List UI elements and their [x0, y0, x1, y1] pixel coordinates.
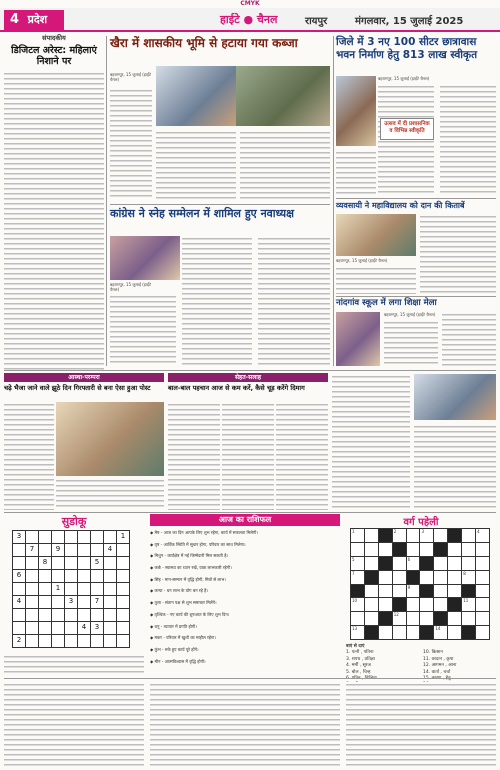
crossword-cell	[393, 529, 406, 542]
health-body-3	[276, 402, 328, 510]
crossword-cell	[407, 626, 420, 639]
hostel-photo	[336, 76, 376, 146]
sudoku-grid	[12, 530, 130, 648]
crossword-cell	[434, 543, 447, 556]
crossword-cell	[420, 543, 433, 556]
rashifal-sign: ◆ सिंह - मान-सम्मान में वृद्धि होगी, मित्रों से लाभ।	[150, 576, 226, 582]
rashifal-sign: ◆ मीन - आत्मविश्वास में वृद्धि होगी।	[150, 658, 206, 664]
crossword-cell-number: 14	[435, 626, 441, 632]
crossword-cell	[351, 626, 364, 639]
crossword-cell	[393, 612, 406, 625]
crossword-cell	[448, 626, 461, 639]
rashifal-sign: ◆ मिथुन - कार्यक्षेत्र में नई जिम्मेदारी मिल सकती है।	[150, 553, 229, 559]
sudoku-cell: 9	[52, 544, 64, 556]
editorial-title: डिजिटल अरेस्ट: महिलाएं निशाने पर	[11, 45, 97, 68]
crossword-cell-number: 2	[393, 529, 397, 534]
crossword-cell	[448, 543, 461, 556]
footer-body-3	[346, 682, 496, 766]
crossword-cell	[407, 585, 420, 598]
crossword-cell	[420, 571, 433, 584]
sudoku-cell	[13, 557, 25, 569]
sudoku-cell	[26, 622, 38, 634]
crossword-cell	[365, 626, 378, 639]
crossword-cell	[434, 529, 447, 542]
sudoku-cell: 8	[39, 557, 51, 569]
crossword-cell-number: 5	[352, 556, 355, 562]
right-photo	[414, 374, 496, 420]
crossword-cell	[365, 543, 378, 556]
trader-dateline: बहरामपुर, 15 जुलाई (हाईटे चैनल)	[336, 258, 388, 263]
sudoku-cell	[13, 622, 25, 634]
sudoku-cell	[104, 583, 116, 595]
sudoku-cell	[39, 531, 51, 543]
trader-photo	[336, 214, 416, 256]
lead-photo-2	[236, 66, 330, 126]
congress-body-3	[258, 236, 330, 366]
crossword-cell-number: 11	[463, 598, 469, 604]
crossword-clue: 12. आगमन , आना	[423, 663, 457, 669]
trader-body-1	[336, 266, 416, 294]
crossword-cell	[476, 626, 489, 639]
sudoku-cell	[117, 596, 129, 608]
school-body-2	[442, 312, 496, 366]
crossword-cell	[393, 557, 406, 570]
crossword-cell	[379, 571, 392, 584]
school-body-1	[384, 320, 438, 366]
sudoku-cell	[65, 570, 77, 582]
crossword-cell	[434, 612, 447, 625]
congress-photo-1	[110, 236, 180, 280]
masthead-date: मंगलवार, 15 जुलाई 2025	[355, 16, 464, 27]
rashifal-sign: ◆ कन्या - धन लाभ के योग बन रहे हैं।	[150, 588, 208, 594]
sudoku-cell	[91, 609, 103, 621]
section-name: प्रदेश	[27, 13, 48, 26]
crossword-cell	[448, 612, 461, 625]
crossword-cell	[420, 585, 433, 598]
sudoku-cell	[26, 557, 38, 569]
crossword-cell-number: 12	[393, 612, 399, 618]
crossword-cell	[407, 612, 420, 625]
crossword-cell	[393, 626, 406, 639]
sudoku-cell	[65, 635, 77, 647]
crossword-cell	[462, 598, 475, 611]
sudoku-cell	[26, 583, 38, 595]
sudoku-cell	[117, 557, 129, 569]
rashifal-sign: ◆ वृष - आर्थिक स्थिति में सुधार होगा, परिवार का साथ मिलेगा।	[150, 541, 246, 547]
crossword-cell	[379, 557, 392, 570]
footer-body-2	[150, 682, 340, 766]
sudoku-cell: 4	[13, 596, 25, 608]
crossword-cell-number: 8	[463, 570, 466, 576]
editorial-body	[4, 71, 104, 371]
sudoku-cell: 7	[26, 544, 38, 556]
sudoku-cell	[65, 544, 77, 556]
crossword-cell	[434, 571, 447, 584]
crossword-cell	[476, 612, 489, 625]
sudoku-cell	[39, 596, 51, 608]
rashifal-sign: ◆ मेष - आज का दिन आपके लिए शुभ रहेगा, कार्य में सफलता मिलेगी।	[150, 530, 258, 535]
crossword-cell	[462, 585, 475, 598]
sudoku-cell	[26, 609, 38, 621]
crossword-grid	[350, 528, 490, 640]
crossword-cell	[351, 612, 364, 625]
school-continued-1	[332, 374, 410, 510]
congress-title: कांग्रेस ने स्नेह सम्मेलन में शामिल हुए नवाध्यक्ष	[110, 207, 295, 220]
school-title: नांदगांव स्कूल में लगा शिक्षा मेला	[336, 298, 437, 308]
sudoku-cell	[78, 570, 90, 582]
sudoku-cell	[26, 596, 38, 608]
crossword-cell	[379, 585, 392, 598]
sudoku-cell	[78, 609, 90, 621]
sudoku-cell: 1	[52, 583, 64, 595]
crossword-clue: 3. शपथ , प्रतिज्ञा	[346, 656, 375, 662]
sudoku-cell	[65, 583, 77, 595]
crossword-cell	[462, 626, 475, 639]
crossword-cell	[434, 585, 447, 598]
hostel-body-3	[336, 150, 376, 196]
sudoku-cell	[78, 557, 90, 569]
sudoku-cell	[52, 570, 64, 582]
school-dateline: बहरामपुर, 15 जुलाई (हाईटे चैनल)	[384, 312, 436, 317]
crossword-cell	[365, 557, 378, 570]
sudoku-cell	[13, 583, 25, 595]
rashifal-sign: ◆ मकर - परिवार में खुशी का माहौल रहेगा।	[150, 635, 216, 641]
feature-body-1	[4, 402, 54, 510]
crossword-cell	[448, 571, 461, 584]
color-strip: CMYK	[240, 0, 260, 7]
crossword-cell	[407, 543, 420, 556]
sudoku-cell	[39, 609, 51, 621]
crossword-cell	[351, 557, 364, 570]
crossword-cell	[407, 557, 420, 570]
crossword-clue: 11. वरदान , कृपा	[423, 656, 454, 662]
sudoku-cell	[39, 635, 51, 647]
sudoku-cell	[52, 609, 64, 621]
sudoku-cell	[117, 570, 129, 582]
lead-body-2	[156, 130, 236, 200]
rashifal-sign: ◆ वृश्चिक - नए कार्य की शुरुआत के लिए शुभ दिन।	[150, 611, 230, 617]
crossword-clue: 14. वार्ता , चर्चा	[423, 669, 451, 675]
crossword-cell	[448, 557, 461, 570]
crossword-clue: 1. पत्नी , पतिना	[346, 650, 374, 656]
sudoku-cell	[52, 531, 64, 543]
crossword-cell	[407, 529, 420, 542]
sudoku-cell	[91, 583, 103, 595]
sudoku-cell	[52, 557, 64, 569]
sudoku-cell	[78, 544, 90, 556]
sudoku-cell	[104, 596, 116, 608]
sudoku-cell	[91, 531, 103, 543]
trader-title: व्यवसायी ने महाविद्यालय को दान की किताबें	[336, 201, 465, 210]
crossword-clues	[346, 644, 496, 674]
crossword-cell	[476, 543, 489, 556]
crossword-clue: 10. किसान	[423, 650, 443, 656]
sudoku-cell	[91, 635, 103, 647]
sudoku-cell	[104, 635, 116, 647]
lead-body-1	[110, 88, 152, 198]
crossword-cell	[476, 557, 489, 570]
sudoku-cell	[104, 622, 116, 634]
crossword-cell	[393, 543, 406, 556]
hostel-body-2	[440, 84, 496, 194]
rashifal-list	[150, 530, 340, 674]
health-body-1	[168, 402, 220, 510]
crossword-cell	[393, 598, 406, 611]
crossword-clue: 4. मर्मी , सूरज	[346, 663, 371, 669]
crossword-cell	[379, 529, 392, 542]
hostel-dateline: बहरामपुर, 15 जुलाई (हाईटे चैनल)	[378, 76, 430, 81]
sudoku-cell	[91, 570, 103, 582]
lead-photo-1	[156, 66, 236, 126]
page-number-badge	[4, 10, 64, 30]
crossword-cell	[365, 529, 378, 542]
rashifal-title: आज का राशिफल	[150, 514, 340, 526]
crossword-cell	[420, 557, 433, 570]
masthead-city: रायपुर	[305, 16, 328, 27]
crossword-cell	[420, 598, 433, 611]
feature-photo	[56, 402, 164, 476]
sudoku-cell	[117, 544, 129, 556]
congress-body-1	[110, 294, 176, 366]
editorial-column	[4, 36, 104, 366]
sudoku-cell: 3	[65, 596, 77, 608]
health-title: बाल-बाल पहचान आज से कम करें, कैसे चूड़ करेंगे दिमाग	[168, 384, 305, 392]
sudoku-cell: 4	[78, 622, 90, 634]
sudoku-cell	[39, 570, 51, 582]
sudoku-title: सुडोकू	[61, 515, 87, 528]
crossword-cell	[448, 585, 461, 598]
crossword-cell	[420, 612, 433, 625]
crossword-cell-number: 3	[421, 529, 425, 534]
sudoku-cell	[117, 609, 129, 621]
congress-dateline: बहरामपुर, 15 जुलाई (हाईटे चैनल)	[110, 282, 151, 292]
crossword-cell-number: 7	[352, 570, 355, 576]
crossword-cell	[476, 585, 489, 598]
sudoku-cell	[26, 635, 38, 647]
health-label: सेहत-सलाह	[168, 373, 328, 382]
crossword-cell	[462, 557, 475, 570]
sudoku-cell	[117, 622, 129, 634]
sudoku-cell	[65, 622, 77, 634]
sudoku-cell	[39, 544, 51, 556]
feature-body-2	[56, 478, 164, 510]
crossword-cell	[462, 571, 475, 584]
crossword-cell	[365, 598, 378, 611]
sudoku-cell	[78, 596, 90, 608]
sudoku-cell: 4	[104, 544, 116, 556]
sudoku-cell	[52, 596, 64, 608]
crossword-cell-number: 6	[407, 556, 411, 562]
crossword-cell	[420, 626, 433, 639]
sudoku-cell	[65, 609, 77, 621]
sudoku-cell: 7	[91, 596, 103, 608]
trader-body-2	[420, 214, 496, 294]
sudoku-cell: 3	[13, 531, 25, 543]
rashifal-sign: ◆ तुला - संतान पक्ष से शुभ समाचार मिलेंगे।	[150, 600, 217, 606]
sudoku-cell	[65, 531, 77, 543]
hostel-highlight-box: उत्सव में दी प्रशासनिक व विभिन्न स्वीकृति	[380, 118, 434, 140]
crossword-cell	[379, 543, 392, 556]
crossword-cell-number: 1	[352, 529, 355, 534]
sudoku-cell: 2	[13, 635, 25, 647]
sudoku-instructions	[4, 654, 144, 674]
lead-dateline: बहरामपुर, 15 जुलाई (हाईटे चैनल)	[110, 72, 151, 82]
page-number: 4	[10, 12, 20, 27]
crossword-cell-number: 9	[407, 584, 411, 590]
crossword-across-heading: बाएं से दाएं	[346, 644, 365, 649]
crossword-cell	[462, 543, 475, 556]
crossword-cell	[351, 529, 364, 542]
sudoku-cell	[78, 583, 90, 595]
masthead-brand: हाईटे ● चैनल	[220, 13, 278, 26]
crossword-cell	[420, 529, 433, 542]
crossword-cell-number: 13	[352, 626, 358, 632]
school-continued-2	[414, 424, 496, 510]
crossword-cell	[476, 529, 489, 542]
congress-body-2	[182, 236, 252, 366]
crossword-cell	[393, 585, 406, 598]
crossword-cell	[434, 598, 447, 611]
sudoku-cell	[104, 531, 116, 543]
crossword-cell	[365, 612, 378, 625]
lead-body-3	[240, 130, 330, 200]
crossword-title: वर्ग पहेली	[403, 517, 439, 528]
sudoku-cell: 5	[91, 557, 103, 569]
sudoku-cell	[52, 635, 64, 647]
sudoku-cell	[117, 583, 129, 595]
sudoku-cell: 3	[91, 622, 103, 634]
rashifal-sign: ◆ कुंभ - रुके हुए कार्य पूरे होंगे।	[150, 646, 199, 652]
crossword-cell-number: 4	[477, 529, 480, 534]
sudoku-cell	[78, 531, 90, 543]
crossword-cell	[434, 557, 447, 570]
rashifal-sign: ◆ धनु - व्यापार में प्रगति होगी।	[150, 623, 197, 629]
crossword-cell-number: 10	[352, 598, 358, 604]
crossword-cell	[351, 585, 364, 598]
crossword-cell	[379, 598, 392, 611]
crossword-cell	[393, 571, 406, 584]
sudoku-cell	[117, 635, 129, 647]
crossword-cell	[476, 571, 489, 584]
crossword-cell	[448, 529, 461, 542]
sudoku-cell	[26, 531, 38, 543]
hostel-title: जिले में 3 नए 100 सीटर छात्रावास भवन निर्माण हेतु 813 लाख स्वीकृत	[336, 36, 478, 61]
sudoku-cell	[104, 557, 116, 569]
crossword-cell	[407, 571, 420, 584]
sudoku-cell: 1	[117, 531, 129, 543]
crossword-cell	[365, 571, 378, 584]
sudoku-cell	[39, 622, 51, 634]
sudoku-cell	[13, 609, 25, 621]
health-body-2	[222, 402, 274, 510]
crossword-cell	[351, 543, 364, 556]
crossword-cell	[462, 612, 475, 625]
editorial-label: संपादकीय	[42, 34, 66, 42]
sudoku-cell	[13, 544, 25, 556]
sudoku-cell	[104, 570, 116, 582]
rashifal-sign: ◆ कर्क - स्वास्थ्य का ध्यान रखें, यात्रा लाभकारी रहेगी।	[150, 565, 232, 571]
sudoku-cell: 6	[13, 570, 25, 582]
crossword-cell	[351, 598, 364, 611]
sudoku-cell	[65, 557, 77, 569]
school-photo	[336, 312, 380, 366]
crossword-cell	[448, 598, 461, 611]
sudoku-cell	[91, 544, 103, 556]
sudoku-cell	[104, 609, 116, 621]
crossword-cell	[407, 598, 420, 611]
crossword-cell	[476, 598, 489, 611]
crossword-cell	[351, 571, 364, 584]
page-header	[0, 8, 500, 32]
crossword-cell	[434, 626, 447, 639]
sudoku-cell	[52, 622, 64, 634]
crossword-cell	[365, 585, 378, 598]
sudoku-cell	[78, 635, 90, 647]
sudoku-cell	[26, 570, 38, 582]
lead-title: खैरा में शासकीय भूमि से हटाया गया कब्जा	[110, 36, 298, 50]
crossword-cell	[379, 626, 392, 639]
feature-label: आस्था-परम्परा	[4, 373, 164, 382]
footer-body-1	[4, 682, 144, 766]
crossword-clue: 5. बोल , चिन्ह	[346, 669, 371, 675]
feature-title: चढ़े भैजा जाने वाले झूठे दिन गिरफ्तारी से बना ऐसा हुआ पोस्ट	[4, 384, 151, 392]
sudoku-cell	[39, 583, 51, 595]
crossword-cell	[462, 529, 475, 542]
crossword-cell	[379, 612, 392, 625]
